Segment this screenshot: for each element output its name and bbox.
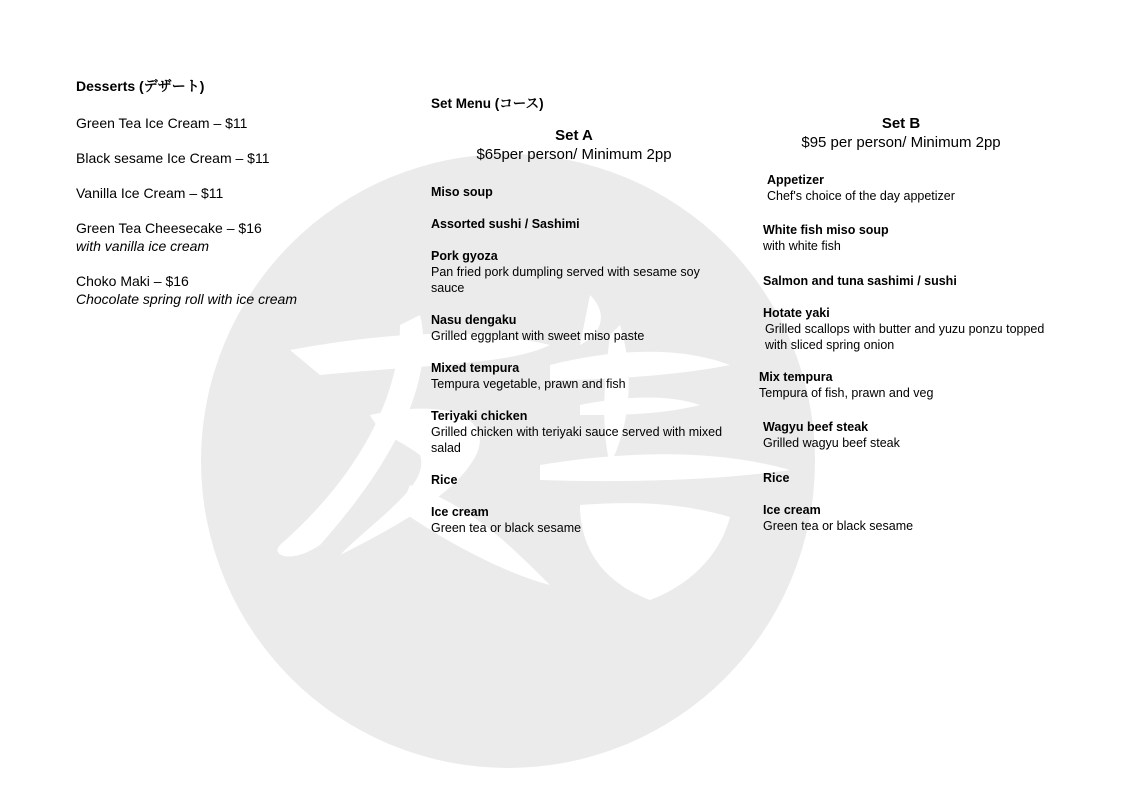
set-a-price: $65per person/ Minimum 2pp [476, 146, 672, 163]
course-title: Ice cream [763, 503, 821, 517]
dessert-name: Black sesame Ice Cream – $11 [76, 150, 270, 166]
set-a-course [431, 184, 731, 200]
dessert-description: with vanilla ice cream [76, 238, 210, 254]
set-b-course [763, 419, 1053, 451]
course-title: Pork gyoza [431, 249, 498, 263]
course-description: with white fish [763, 239, 841, 253]
course-description: Green tea or black sesame [431, 521, 582, 535]
course-title: Assorted sushi / Sashimi [431, 217, 580, 231]
dessert-item [76, 184, 376, 202]
dessert-item [76, 149, 376, 167]
course-title: Mix tempura [759, 370, 833, 384]
course-title: Appetizer [767, 173, 824, 187]
course-title: Miso soup [431, 185, 493, 199]
course-title: Wagyu beef steak [763, 420, 869, 434]
set-b-price: $95 per person/ Minimum 2pp [801, 134, 1001, 151]
course-description: Grilled chicken with teriyaki sauce served with mixed salad [431, 425, 723, 455]
set-a-course [431, 312, 731, 344]
course-title: Rice [431, 473, 458, 487]
set-b-course [763, 273, 1053, 289]
set-a-course [431, 216, 731, 232]
set-a-header [440, 127, 708, 165]
set-a-course [431, 360, 731, 392]
dessert-name: Green Tea Cheesecake – $16 [76, 220, 262, 236]
course-description: Chef's choice of the day appetizer [767, 189, 955, 203]
set-b-course [763, 222, 1053, 254]
dessert-description: Chocolate spring roll with ice cream [76, 291, 297, 307]
set-b-name: Set B [881, 115, 921, 132]
course-title: Mixed tempura [431, 361, 520, 375]
set-a-course [431, 472, 731, 488]
course-title: White fish miso soup [763, 223, 889, 237]
course-description: Grilled wagyu beef steak [763, 436, 900, 450]
course-title: Salmon and tuna sashimi / sushi [763, 274, 957, 288]
set-b-header [775, 115, 1027, 153]
set-a-name: Set A [555, 127, 593, 144]
dessert-item [76, 272, 376, 308]
course-title: Hotate yaki [763, 306, 830, 320]
dessert-item [76, 219, 376, 255]
set-a-course [431, 504, 731, 536]
course-description: Tempura of fish, prawn and veg [759, 386, 934, 400]
course-title: Teriyaki chicken [431, 409, 528, 423]
dessert-name: Vanilla Ice Cream – $11 [76, 185, 224, 201]
course-title: Ice cream [431, 505, 489, 519]
set-a-course [431, 408, 731, 456]
dessert-item [76, 114, 376, 132]
set-b-course [767, 172, 1057, 204]
set-b-course [763, 502, 1053, 534]
course-description: Grilled scallops with butter and yuzu ponzu topped with sliced spring onion [765, 322, 1045, 352]
course-description: Green tea or black sesame [763, 519, 914, 533]
course-title: Nasu dengaku [431, 313, 517, 327]
dessert-name: Choko Maki – $16 [76, 273, 189, 289]
desserts-heading: Desserts (デザート) [76, 78, 205, 94]
desserts-section [76, 76, 376, 325]
set-b-course [763, 470, 1053, 486]
course-description: Pan fried pork dumpling served with sesame soy sauce [431, 265, 700, 295]
set-menu-title: Set Menu (コース) [431, 96, 544, 111]
course-description: Grilled eggplant with sweet miso paste [431, 329, 645, 343]
set-a-course [431, 248, 731, 296]
set-b-course [759, 369, 1049, 401]
set-b-course [763, 305, 1053, 353]
course-description: Tempura vegetable, prawn and fish [431, 377, 626, 391]
dessert-name: Green Tea Ice Cream – $11 [76, 115, 248, 131]
course-title: Rice [763, 471, 790, 485]
